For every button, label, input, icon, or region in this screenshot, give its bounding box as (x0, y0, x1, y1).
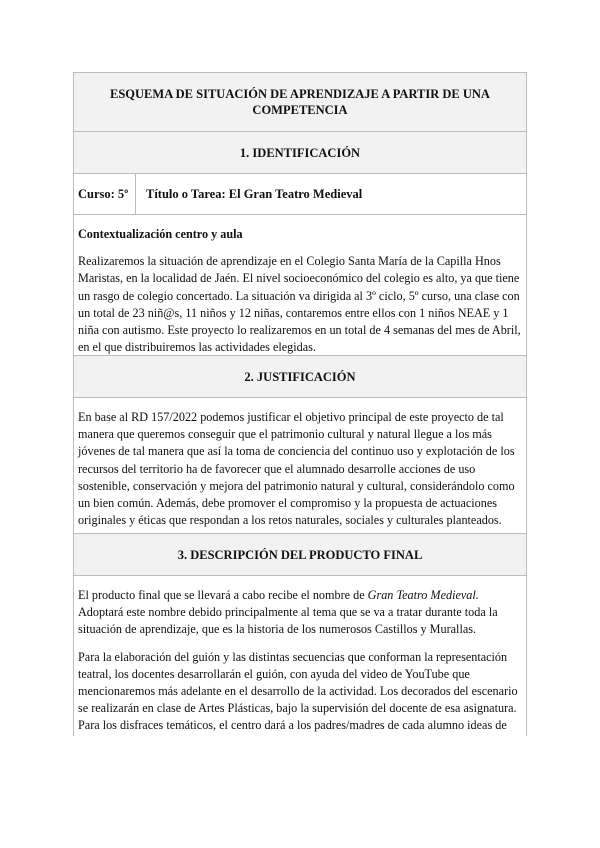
justification-text: En base al RD 157/2022 podemos justificar el objetivo principal de este proyecto de tal manera que queremos conseguir que el patrimonio cultural y natural llegue a los más jóvenes de tal manera que así la toma de conciencia del continuo uso y explotación de los recursos del territorio ha de favorecer que el alumnado desarrolle acciones de uso sostenible, conservación y mejora del patrimonio natural y cultural, considerándolo como un bien común. Además, debe promover el compromiso y la propuesta de actuaciones originales y éticas que respondan a los retos naturales, sociales y culturales planteados. (78, 410, 515, 528)
final-product-text-start: El producto final que se llevará a cabo recibe el nombre de (78, 588, 368, 602)
justification-block (73, 398, 527, 534)
context-heading: Contextualización centro y aula (78, 227, 243, 241)
context-block (73, 215, 527, 356)
task-title: Título o Tarea: El Gran Teatro Medieval (146, 187, 363, 201)
section-justificacion-heading: 2. JUSTIFICACIÓN (73, 356, 527, 398)
section-identificacion-heading: 1. IDENTIFICACIÓN (73, 132, 527, 174)
document-title: ESQUEMA DE SITUACIÓN DE APRENDIZAJE A PARTIR DE UNA COMPETENCIA (73, 72, 527, 132)
document-page (73, 72, 527, 736)
final-product-paragraph-2: Para la elaboración del guión y las distintas secuencias que conforman la representación teatral, los docentes desarrollarán el guión, con ayuda del video de YouTube que mencionaremos más adelante en el desarrollo de la actividad. Los decorados del escenario se realizarán en clase de Artes Plásticas, bajo la supervisión del docente de esa asignatura. Para los disfraces temáticos, el centro dará a los padres/madres de cada alumno ideas de (78, 649, 518, 733)
final-product-block (73, 576, 527, 736)
context-text: Realizaremos la situación de aprendizaje en el Colegio Santa María de la Capilla Hnos Maristas, en la localidad de Jaén. El nivel socioeconómico del colegio es alto, ya que tiene un rasgo de colegio concertado. La situación va dirigida al 3º ciclo, 5º curso, una clase con un total de 23 niñ@s, 11 niños y 12 niñas, contaremos entre ellos con 1 niños NEAE y 1 niña con autismo. Este proyecto lo realizaremos en un total de 4 semanas del mes de Abril, en el que distribuiremos las actividades elegidas. (78, 254, 521, 355)
course-label: Curso: 5º (74, 174, 136, 214)
final-product-paragraph-1 (78, 587, 522, 639)
final-product-text-end: Adoptará este nombre debido principalmente al tema que se va a tratar durante toda la situación de aprendizaje, que es la historia de los numerosos Castillos y Murallas. (78, 605, 498, 637)
identification-row (73, 174, 527, 215)
final-product-name: Gran Teatro Medieval. (367, 588, 479, 602)
section-producto-final-heading: 3. DESCRIPCIÓN DEL PRODUCTO FINAL (73, 534, 527, 576)
